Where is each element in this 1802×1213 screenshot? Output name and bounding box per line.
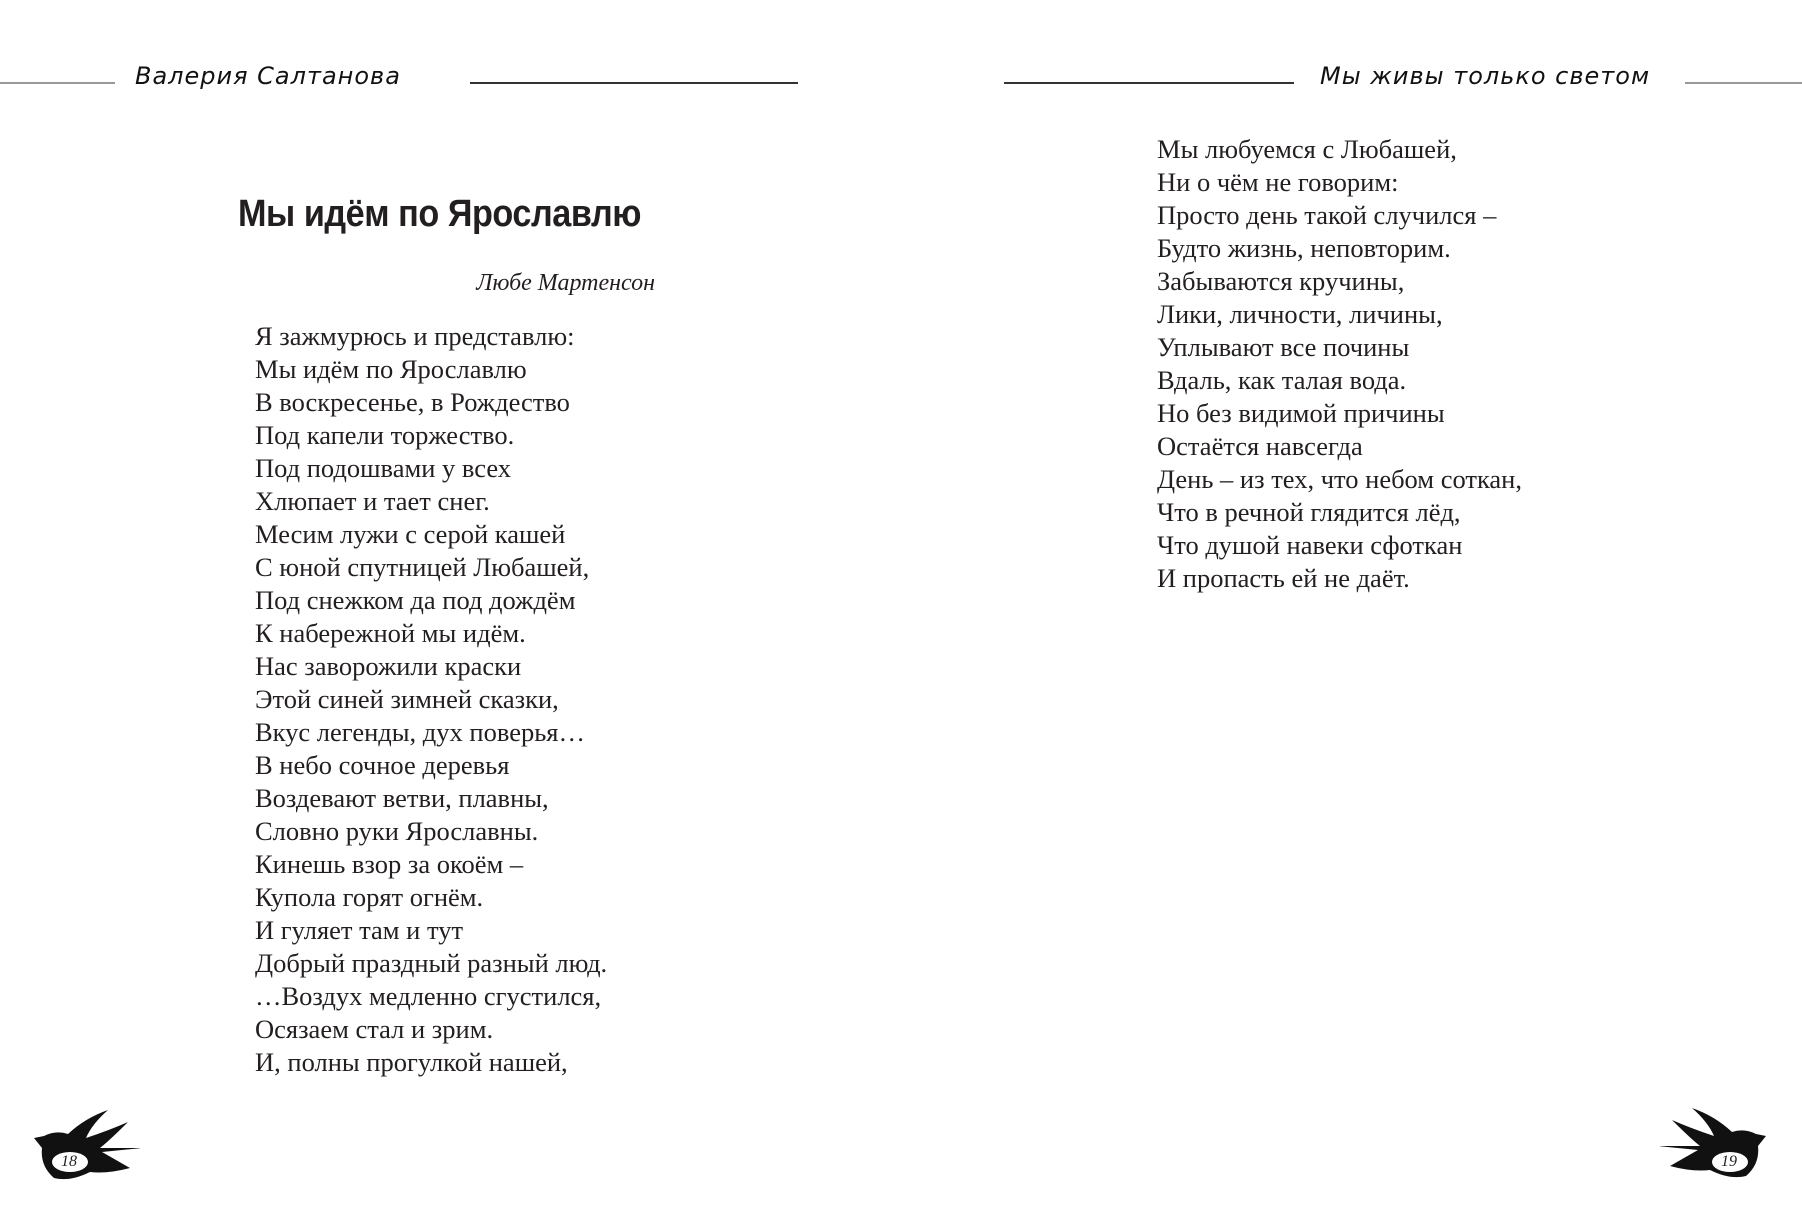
header-rule-left-inner bbox=[470, 82, 798, 84]
page-number-right: 19 bbox=[1721, 1153, 1737, 1170]
poem-line: Вдаль, как талая вода. bbox=[1157, 365, 1407, 395]
poem-line: Под подошвами у всех bbox=[255, 453, 512, 483]
poem-line: Добрый праздный разный люд. bbox=[255, 948, 608, 978]
poem-line: …Воздух медленно сгустился, bbox=[255, 981, 602, 1011]
poem-line: Я зажмурюсь и представлю: bbox=[255, 321, 575, 351]
poem-line: С юной спутницей Любашей, bbox=[255, 552, 590, 582]
poem-line: Остаётся навсегда bbox=[1157, 431, 1363, 461]
header-rule-right-outer bbox=[1685, 82, 1802, 84]
swallow-icon-right bbox=[1660, 1108, 1770, 1188]
poem-line: Этой синей зимней сказки, bbox=[255, 684, 559, 714]
poem-line: Что душой навеки сфоткан bbox=[1157, 530, 1463, 560]
swallow-icon-left bbox=[30, 1110, 140, 1190]
poem-dedication: Любе Мартенсон bbox=[476, 270, 655, 296]
poem-line: Но без видимой причины bbox=[1157, 398, 1445, 428]
page-number-left: 18 bbox=[61, 1153, 77, 1170]
poem-line: Месим лужи с серой кашей bbox=[255, 519, 566, 549]
poem-line: Ни о чём не говорим: bbox=[1157, 167, 1399, 197]
poem-line: В воскресенье, в Рождество bbox=[255, 387, 570, 417]
poem-line: И, полны прогулкой нашей, bbox=[255, 1047, 568, 1077]
poem-line: Мы идём по Ярославлю bbox=[255, 354, 527, 384]
running-head-book: Мы живы только светом bbox=[1320, 62, 1651, 90]
poem-line: Под капели торжество. bbox=[255, 420, 515, 450]
poem-line: Вкус легенды, дух поверья… bbox=[255, 717, 585, 747]
poem-line: Просто день такой случился – bbox=[1157, 200, 1497, 230]
header-rule-right-inner bbox=[1004, 82, 1294, 84]
poem-line: Уплывают все почины bbox=[1157, 332, 1410, 362]
poem-line: Воздевают ветви, плавны, bbox=[255, 783, 549, 813]
poem-text-right bbox=[1157, 133, 1522, 595]
poem-line: Нас заворожили краски bbox=[255, 651, 522, 681]
poem-line: Мы любуемся с Любашей, bbox=[1157, 134, 1457, 164]
poem-line: Хлюпает и тает снег. bbox=[255, 486, 490, 516]
poem-line: День – из тех, что небом соткан, bbox=[1157, 464, 1522, 494]
poem-line: Кинешь взор за окоём – bbox=[255, 849, 524, 879]
poem-line: Будто жизнь, неповторим. bbox=[1157, 233, 1451, 263]
poem-line: Что в речной глядится лёд, bbox=[1157, 497, 1461, 527]
poem-line: Словно руки Ярославны. bbox=[255, 816, 539, 846]
poem-text-left bbox=[255, 320, 607, 1079]
poem-line: В небо сочное деревья bbox=[255, 750, 510, 780]
poem-line: Забываются кручины, bbox=[1157, 266, 1405, 296]
poem-title: Мы идём по Ярославлю bbox=[238, 193, 641, 235]
running-head-author: Валерия Салтанова bbox=[135, 62, 401, 90]
poem-line: Лики, личности, личины, bbox=[1157, 299, 1443, 329]
header-rule-left-outer bbox=[0, 82, 115, 84]
poem-line: К набережной мы идём. bbox=[255, 618, 526, 648]
poem-line: Под снежком да под дождём bbox=[255, 585, 576, 615]
poem-line: И гуляет там и тут bbox=[255, 915, 464, 945]
poem-line: Купола горят огнём. bbox=[255, 882, 484, 912]
poem-line: И пропасть ей не даёт. bbox=[1157, 563, 1410, 593]
poem-line: Осязаем стал и зрим. bbox=[255, 1014, 494, 1044]
